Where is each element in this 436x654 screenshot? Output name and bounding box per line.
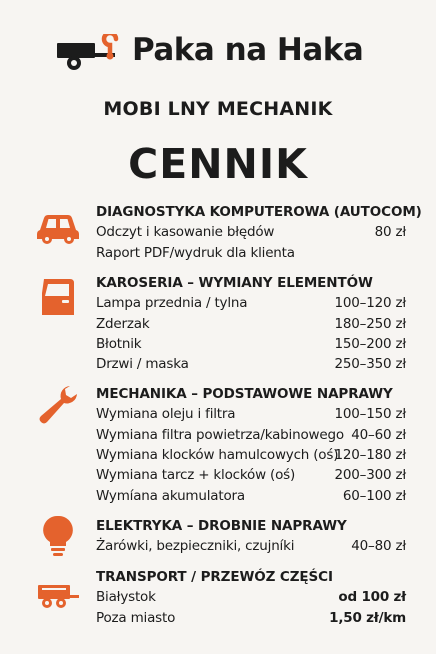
car-door-icon: [34, 275, 82, 319]
price-row: [96, 406, 406, 426]
service-name: Białystok: [96, 589, 156, 605]
price-row: [96, 538, 406, 558]
car-icon: [34, 204, 82, 248]
service-name: Wymiana klocków hamulcowych (oś): [96, 447, 339, 463]
price-row: [96, 224, 406, 244]
price-row: [96, 356, 406, 376]
service-price: 40–60 zł: [351, 427, 406, 443]
page-title: CENNIK: [128, 140, 308, 188]
service-price: 200–300 zł: [334, 467, 406, 483]
price-row: [96, 245, 406, 265]
brand-name: Paka na Haka: [132, 32, 364, 68]
page-subtitle: MOBI LNY MECHANIK: [103, 98, 333, 120]
service-name: Drzwi / maska: [96, 356, 189, 372]
service-price: 1,50 zł/km: [329, 610, 406, 626]
service-price: 60–100 zł: [342, 488, 406, 504]
service-name: Odczyt i kasowanie błędów: [96, 224, 275, 240]
service-price: 120–180 zł: [334, 447, 406, 463]
price-row: [96, 295, 406, 315]
price-row: [96, 589, 406, 609]
tow-trailer-logo-icon: [55, 34, 125, 74]
section-heading: MECHANIKA – PODSTAWOWE NAPRAWY: [96, 386, 393, 402]
trailer-icon: [34, 573, 82, 617]
section-heading: DIAGNOSTYKA KOMPUTEROWA (AUTOCOM): [96, 204, 422, 220]
service-name: Żarówki, bezpieczniki, czujníki: [96, 538, 295, 554]
service-name: Raport PDF/wydruk dla klienta: [96, 245, 295, 261]
brand-logo: [0, 28, 436, 78]
service-price: 250–350 zł: [334, 356, 406, 372]
section-heading: KAROSERIA – WYMIANY ELEMENTÓW: [96, 275, 373, 291]
price-row: [96, 336, 406, 356]
service-name: Lampa przednia / tylna: [96, 295, 248, 311]
section-heading: TRANSPORT / PRZEWÓZ CZĘŚCI: [96, 569, 333, 585]
service-price: 80 zł: [374, 224, 406, 240]
service-name: Poza miasto: [96, 610, 176, 626]
price-row: [96, 488, 406, 508]
price-row: [96, 316, 406, 336]
price-row: [96, 467, 406, 487]
service-price: 150–200 zł: [334, 336, 406, 352]
price-row: [96, 427, 406, 447]
service-name: Wymiana tarcz + klocków (oś): [96, 467, 296, 483]
service-price: 100–120 zł: [334, 295, 406, 311]
service-price: od 100 zł: [338, 589, 406, 605]
section-heading: ELEKTRYKA – DROBNIE NAPRAWY: [96, 518, 347, 534]
light-bulb-icon: [34, 514, 82, 558]
service-name: Zderzak: [96, 316, 150, 332]
price-row: [96, 610, 406, 630]
service-name: Wymíana akumulatora: [96, 488, 245, 504]
service-name: Wymiana oleju i filtra: [96, 406, 236, 422]
service-name: Wymiana filtra powietrza/kabinowego: [96, 427, 344, 443]
service-price: 180–250 zł: [334, 316, 406, 332]
service-price: 100–150 zł: [334, 406, 406, 422]
service-name: Błotnik: [96, 336, 142, 352]
wrench-icon: [34, 382, 82, 426]
price-row: [96, 447, 406, 467]
service-price: 40–80 zł: [351, 538, 406, 554]
